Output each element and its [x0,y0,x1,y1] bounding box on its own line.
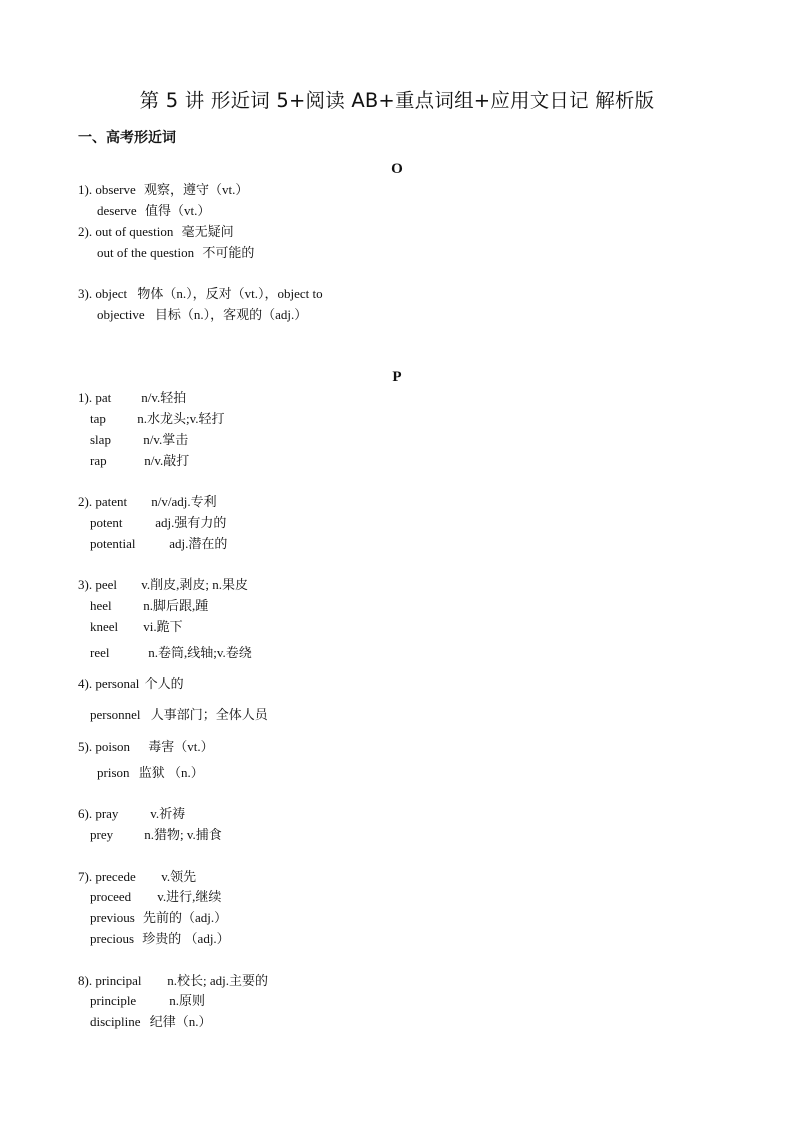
entry-word: previous [90,910,135,925]
entry-word: prey [90,827,114,842]
entry-meaning: n.脚后跟,踵 [143,598,209,613]
entry-meaning: adj.潜在的 [169,536,228,551]
entry-word: 5). poison [78,739,130,754]
entry-discipline [90,1014,212,1030]
entry-meaning: n.水龙头;v.轻打 [137,411,225,426]
entry-precious [90,931,230,947]
entry-word: 6). pray [78,806,119,821]
entry-word: precious [90,931,135,946]
entry-prey [90,827,222,843]
entry-out-of-question [78,224,234,240]
entry-word: 1). observe [78,182,136,197]
entry-meaning: 毒害（vt.） [148,739,214,754]
entry-meaning: 纪律（n.） [149,1014,212,1029]
entry-deserve [97,203,210,219]
entry-word: deserve [97,203,137,218]
entry-word: 3). peel [78,577,117,592]
entry-word: 3). object [78,286,128,301]
entry-peel [78,577,248,593]
entry-word: reel [90,645,110,660]
entry-word: rap [90,453,107,468]
entry-patent [78,494,217,510]
entry-reel [90,645,252,661]
entry-meaning: 值得（vt.） [144,203,211,218]
entry-observe [78,182,248,198]
document-title: 第 5 讲 形近词 5+阅读 AB+重点词组+应用文日记 解析版 [139,89,655,112]
entry-word: 2). patent [78,494,128,509]
entry-meaning: v.进行,继续 [157,889,222,904]
entry-precede [78,869,196,885]
entry-objective [97,307,307,323]
entry-meaning: vi.跪下 [143,619,183,634]
entry-word: 7). precede [78,869,136,884]
entry-kneel [90,619,183,635]
entry-meaning: n/v/adj.专利 [151,494,217,509]
entry-personnel [90,707,268,723]
entry-meaning: 观察，遵守（vt.） [144,182,249,197]
entry-pat [78,390,186,406]
entry-word: 1). pat [78,390,112,405]
entry-heel [90,598,208,614]
entry-prison [97,765,204,781]
entry-proceed [90,889,221,905]
entry-word: out of the question [97,245,195,260]
entry-principal [78,973,268,989]
entry-potent [90,515,226,531]
entry-word: tap [90,411,106,426]
entry-word: potent [90,515,123,530]
entry-personal [78,676,184,692]
entry-meaning: n.猎物; v.捕食 [144,827,222,842]
entry-out-of-the-question [97,245,254,261]
entry-word: 8). principal [78,973,142,988]
group-letter-o: O [391,161,403,177]
entry-meaning: n.校长; adj.主要的 [167,973,268,988]
entry-meaning: n.卷筒,线轴;v.卷绕 [148,645,252,660]
entry-tap [90,411,225,427]
entry-meaning: n/v.轻拍 [141,390,187,405]
entry-principle [90,993,205,1009]
entry-meaning: 珍贵的 （adj.） [142,931,230,946]
entry-meaning: 不可能的 [202,245,255,260]
entry-word: personnel [90,707,141,722]
entry-pray [78,806,185,822]
entry-meaning: 先前的（adj.） [143,910,228,925]
entry-meaning: 个人的 [144,676,184,691]
entry-meaning: n.原则 [169,993,206,1008]
entry-meaning: n/v.掌击 [143,432,189,447]
entry-meaning: v.领先 [161,869,197,884]
entry-meaning: n/v.敲打 [144,453,190,468]
entry-word: objective [97,307,145,322]
entry-word: kneel [90,619,119,634]
section-heading: 一、高考形近词 [78,130,176,146]
entry-meaning: v.削皮,剥皮; n.果皮 [141,577,249,592]
entry-word: 2). out of question [78,224,174,239]
entry-meaning: adj.强有力的 [155,515,227,530]
entry-meaning: 物体（n.），反对（vt.），object to [137,286,323,301]
entry-word: slap [90,432,111,447]
entry-poison [78,739,214,755]
entry-slap [90,432,188,448]
entry-word: heel [90,598,112,613]
entry-word: discipline [90,1014,141,1029]
entry-meaning: 毫无疑问 [181,224,234,239]
entry-potential [90,536,227,552]
entry-word: potential [90,536,136,551]
entry-meaning: 目标（n.），客观的（adj.） [154,307,308,322]
entry-meaning: 监狱 （n.） [138,765,204,780]
group-letter-p: P [392,369,402,385]
entry-word: principle [90,993,137,1008]
entry-rap [90,453,189,469]
entry-meaning: v.祈祷 [150,806,186,821]
entry-word: 4). personal [78,676,140,691]
entry-object [78,286,323,302]
entry-meaning: 人事部门；全体人员 [150,707,268,722]
entry-previous [90,910,227,926]
entry-word: prison [97,765,130,780]
entry-word: proceed [90,889,132,904]
